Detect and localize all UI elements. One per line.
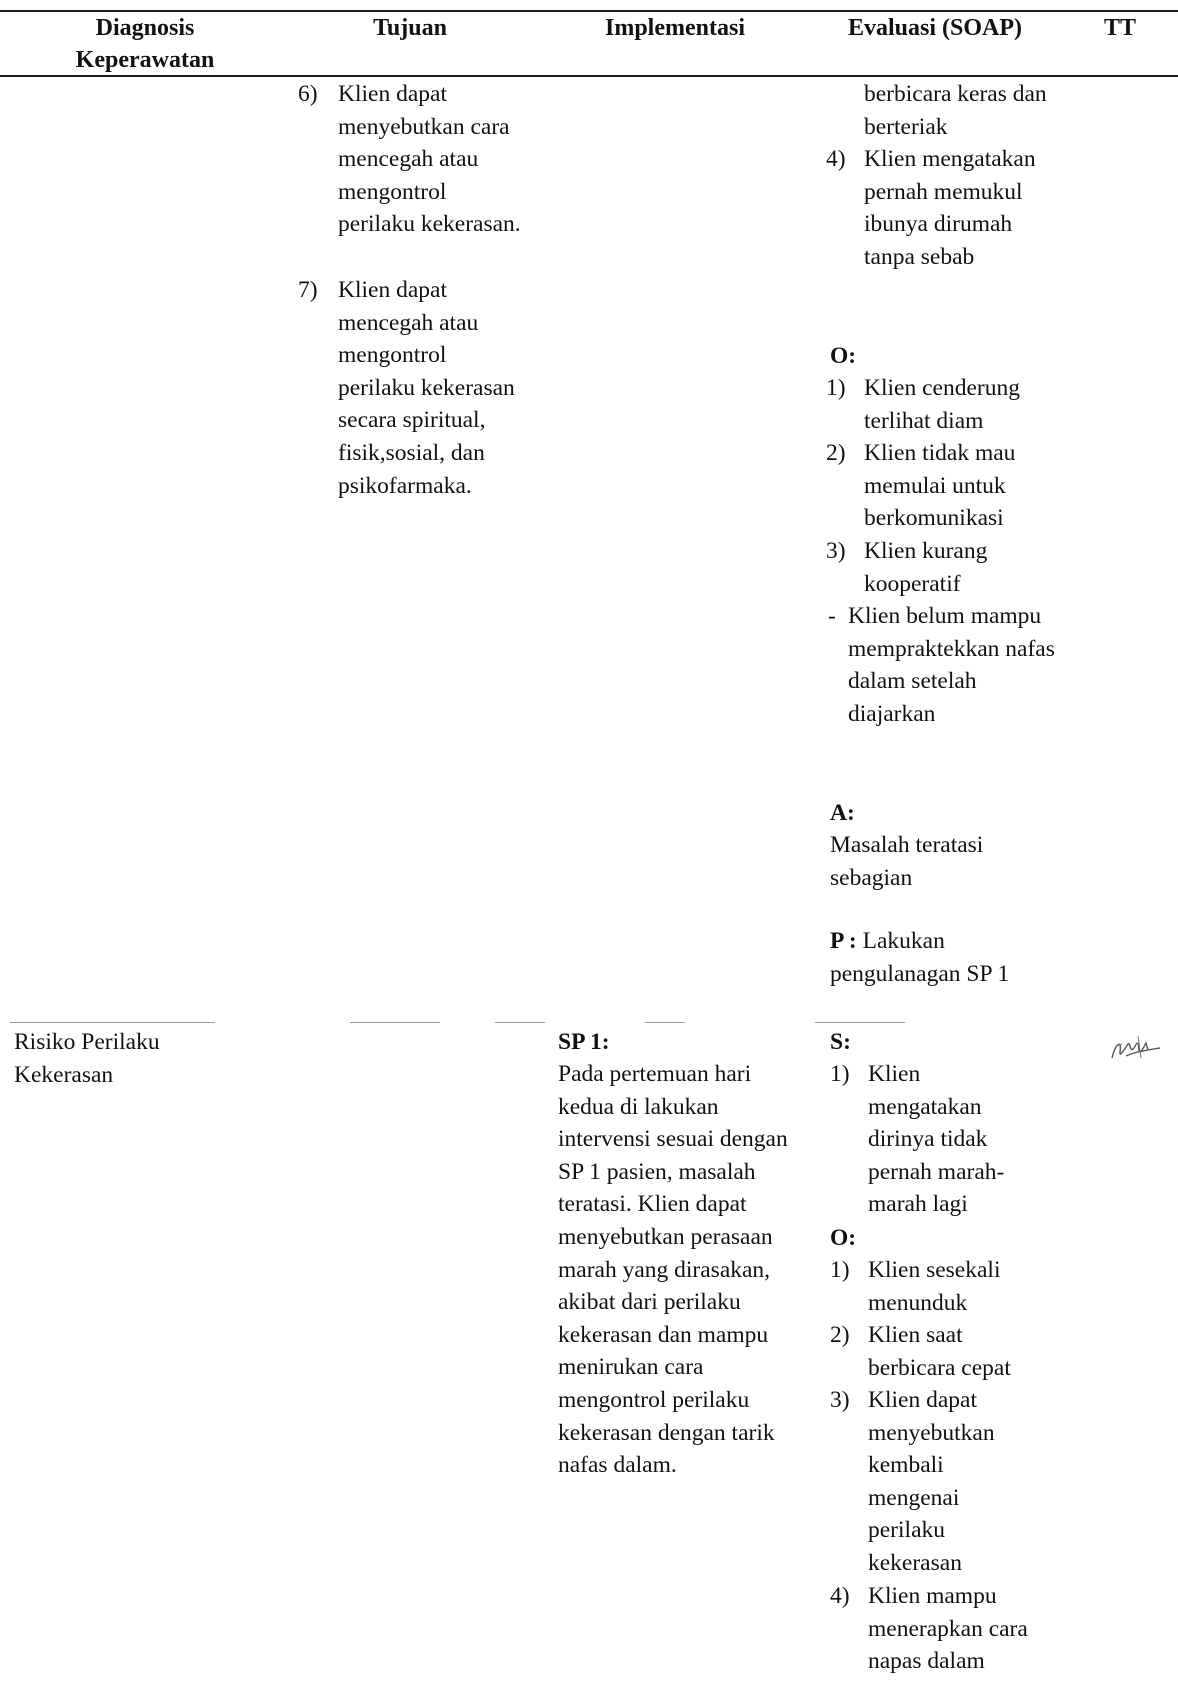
- row-separator: [645, 1022, 685, 1023]
- o-item-text: Klien kurang kooperatif: [864, 538, 988, 597]
- o-item-text: Klien mampu menerapkan cara napas dalam: [868, 1583, 1028, 1675]
- list-number: 1): [830, 1257, 850, 1283]
- row-separator: [815, 1022, 905, 1023]
- list-number: 1): [826, 375, 846, 401]
- tujuan-item-text: Klien dapat mencegah atau mengontrol perilaku kekerasan secara spiritual, fisik,sosial, dan psikofarmaka.: [338, 277, 515, 499]
- a-text: Masalah teratasi sebagian: [830, 832, 984, 891]
- header-evaluasi: Evaluasi (SOAP): [847, 15, 1023, 41]
- row2-diagnosis: Risiko Perilaku Kekerasan: [14, 1029, 160, 1088]
- list-number: 6): [298, 81, 318, 107]
- list-number: 2): [830, 1322, 850, 1348]
- s-label: S:: [830, 1029, 851, 1055]
- tujuan-item-text: Klien dapat menyebutkan cara mencegah atau mengontrol perilaku kekerasan.: [338, 81, 521, 238]
- list-number: 7): [298, 277, 318, 303]
- o-item-text: Klien dapat menyebutkan kembali mengenai perilaku kekerasan: [868, 1387, 995, 1576]
- implementasi-text: Pada pertemuan hari kedua di lakukan intervensi sesuai dengan SP 1 pasien, masalah teratasi. Klien dapat menyebutkan perasaan marah yang dirasakan, akibat dari perilaku kekerasan dan mampu menirukan cara mengontrol perilaku kekerasan dengan tarik nafas dalam.: [558, 1061, 788, 1479]
- o-item-text: Klien saat berbicara cepat: [868, 1322, 1011, 1381]
- list-number: 4): [826, 146, 846, 172]
- p-label: P :: [830, 928, 857, 954]
- o-item-text: Klien sesekali menunduk: [868, 1257, 1001, 1316]
- o-label: O:: [830, 1225, 857, 1251]
- a-label: A:: [830, 800, 855, 826]
- sp1-label: SP 1:: [558, 1029, 610, 1055]
- header-implementasi: Implementasi: [605, 15, 745, 41]
- row-separator: [495, 1022, 545, 1023]
- header-tt: TT: [1103, 15, 1136, 41]
- p-line: [830, 925, 1040, 990]
- list-number: 4): [830, 1583, 850, 1609]
- header-tujuan: Tujuan: [373, 15, 447, 41]
- o-item-text: Klien tidak mau memulai untuk berkomunikasi: [864, 440, 1016, 532]
- header-diagnosis: Diagnosis Keperawatan: [75, 15, 215, 73]
- s-continuation: berbicara keras dan berteriak: [864, 81, 1047, 140]
- s-item-text: Klien mengatakan pernah memukul ibunya dirumah tanpa sebab: [864, 146, 1036, 270]
- list-number: 1): [830, 1061, 850, 1087]
- list-dash: -: [828, 603, 836, 629]
- o-item-text: Klien cenderung terlihat diam: [864, 375, 1020, 434]
- o-item-text: Klien belum mampu mempraktekkan nafas dalam setelah diajarkan: [848, 603, 1055, 727]
- s-item-text: Klien mengatakan dirinya tidak pernah marah-marah lagi: [868, 1061, 1005, 1218]
- row-separator: [350, 1022, 440, 1023]
- row-separator: [10, 1022, 215, 1023]
- o-label: O:: [830, 343, 857, 369]
- signature-icon: [1108, 1028, 1163, 1068]
- list-number: 3): [830, 1387, 850, 1413]
- p-text: Lakukan pengulanagan SP 1: [830, 928, 1010, 987]
- list-number: 2): [826, 440, 846, 466]
- list-number: 3): [826, 538, 846, 564]
